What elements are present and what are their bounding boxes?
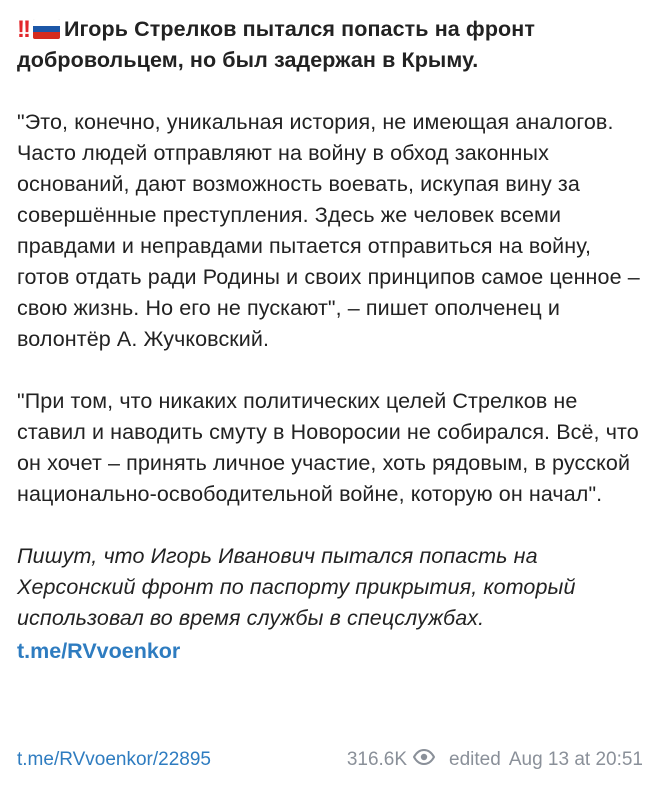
post-permalink[interactable]: t.me/RVvoenkor/22895: [17, 749, 211, 770]
quote-paragraph-1: "Это, конечно, уникальная история, не имеющая аналогов. Часто людей отправляют на войну в обход законных оснований, дают возможность воевать, искупая вину за совершённые преступления. Здесь же человек всеми правдами и неправдами пытается отправиться на войну, готов отдать ради Родины и своих принципов самое ценное – свою жизнь. Но его не пускают", – пишет ополченец и волонтёр А. Жучковский.: [17, 110, 640, 351]
double-exclamation-icon: !!: [17, 16, 29, 43]
quote-paragraph-2: "При том, что никаких политических целей Стрелков не ставил и наводить смуту в Новоросии не собирался. Всё, что он хочет – принять личное участие, хоть рядовым, в русской национально-освободительной войне, которую он начал".: [17, 389, 639, 506]
post-headline: [17, 14, 645, 76]
eye-icon: [413, 749, 435, 771]
post-timestamp: Aug 13 at 20:51: [508, 749, 643, 770]
view-count: 316.6K: [346, 749, 408, 770]
headline-text: Игорь Стрелков пытался попасть на фронт добровольцем, но был задержан в Крыму.: [17, 17, 536, 72]
russia-flag-icon: [33, 19, 60, 39]
post-footer: [17, 745, 643, 775]
edited-label: edited: [449, 749, 501, 770]
italic-paragraph: Пишут, что Игорь Иванович пытался попасть на Херсонский фронт по паспорту прикрытия, который использовал во время службы в спецслужбах.: [17, 544, 576, 630]
channel-link[interactable]: t.me/RVvoenkor: [17, 639, 181, 663]
